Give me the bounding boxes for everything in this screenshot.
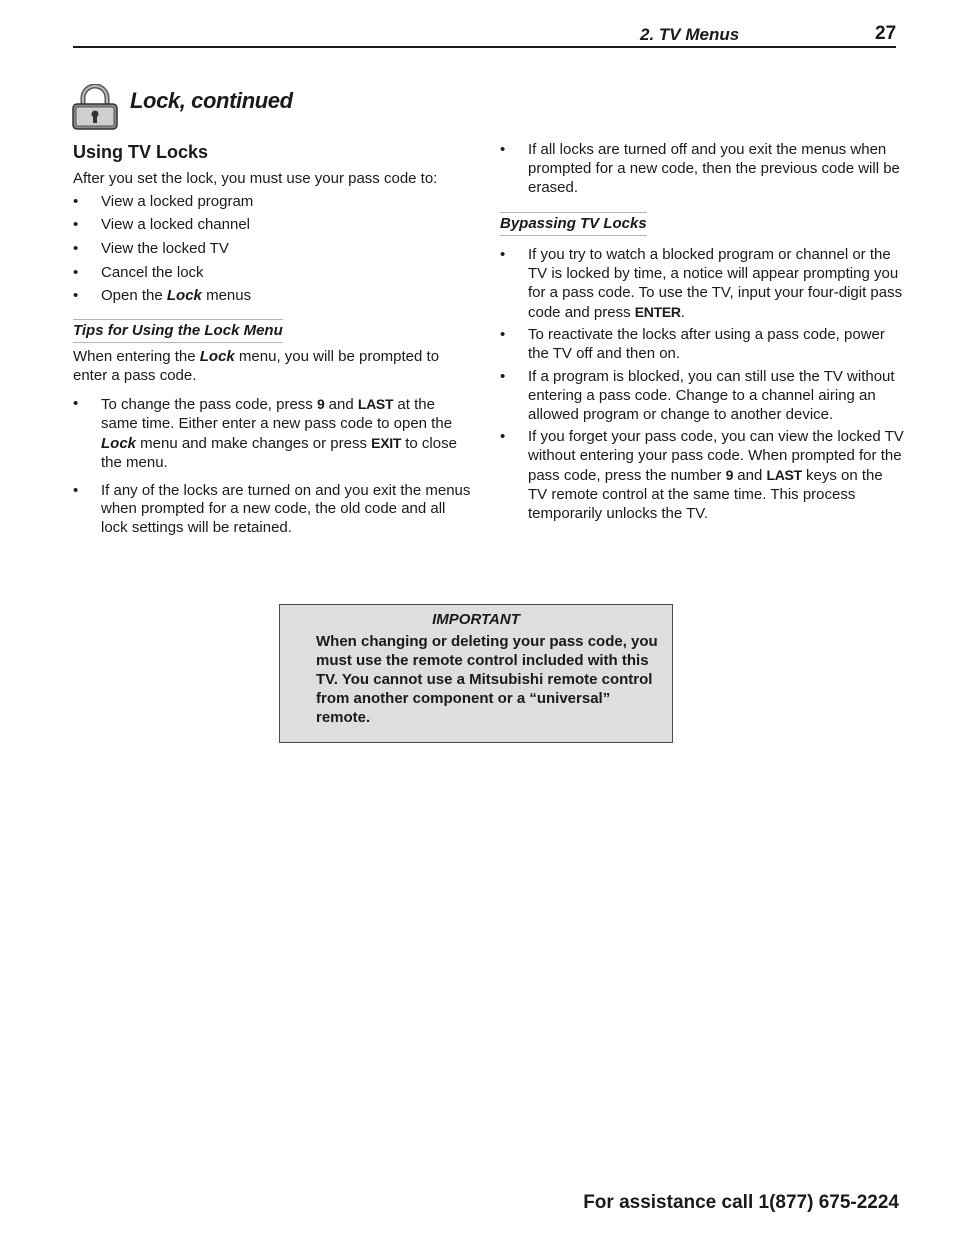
pass-code-uses-list [73,193,473,306]
list-item [500,141,905,197]
left-column [73,141,473,547]
list-item-text: Open the [101,287,167,305]
text: at the same time. Either enter a new pass code to open the [101,396,453,433]
list-item [500,428,905,523]
list-item-text: If any of the locks are turned on and you exit the menus when prompted for a new code, the old code and all lock settings will be retained. [101,481,471,537]
text: . [680,303,685,321]
bullet: • [500,141,506,158]
text: If you try to watch a blocked program or channel or the TV is locked by time, a notice will appear prompting you for a pass code. To use the TV, input your four-digit pass code and press [528,246,903,321]
list-item [500,246,905,322]
header-rule [73,46,896,48]
important-notice [279,604,673,743]
list-item-text: If all locks are turned off and you exit the menus when prompted for a new code, then the previous code will be erased. [528,141,900,196]
bullet: • [73,263,79,281]
tips-intro-text: When entering the [73,347,200,365]
top-list [500,141,905,197]
bullet: • [73,287,79,305]
key-9: 9 [316,396,325,413]
important-title: IMPORTANT [432,611,520,628]
list-item [73,482,473,538]
list-item [500,326,905,364]
right-column [500,141,905,527]
list-item [73,395,473,472]
bullet: • [73,395,79,413]
list-item [73,264,473,283]
tips-intro-text: menu, you will be prompted to enter a pass code. [73,347,440,384]
text: to close the menu. [101,434,457,471]
lock-icon [70,84,120,138]
list-item-text: If a program is blocked, you can still use the TV without entering a pass code. Change to a channel airing an allowed program or change to another device. [528,367,895,423]
list-item-text: menus [201,287,252,305]
key-enter: ENTER [634,303,681,320]
bullet: • [500,326,506,344]
text: If you forget your pass code, you can view the locked TV without entering your pass code. When prompted for the pass code, press the number [528,428,904,484]
key-last: LAST [357,396,394,413]
list-item [73,287,473,306]
text: keys on the TV remote control at the same time. This process temporarily unlocks the TV. [528,466,883,522]
text: and [324,396,358,414]
text: and [733,466,767,484]
bullet: • [73,192,79,210]
bypass-list [500,246,905,523]
list-item [500,368,905,424]
text: To change the pass code, press [101,396,317,414]
tips-heading: Tips for Using the Lock Menu [73,319,283,343]
bullet: • [73,216,79,234]
bypass-heading: Bypassing TV Locks [500,212,647,236]
section-heading: Using TV Locks [73,142,209,162]
intro-text: After you set the lock, you must use your pass code to: [73,170,438,187]
page-number: 27 [875,23,897,44]
list-item-text: View a locked program [101,192,254,210]
bullet: • [500,428,506,446]
lock-menu-term: Lock [199,347,235,365]
assistance-footer: For assistance call 1(877) 675-2224 [583,1192,899,1213]
lock-menu-term: Lock [166,287,202,305]
tips-intro [73,348,473,386]
list-item-text: Cancel the lock [101,263,204,281]
page-title: Lock, continued [130,88,293,113]
bullet: • [73,239,79,257]
key-last: LAST [766,466,802,483]
key-9: 9 [725,466,734,483]
list-item [73,193,473,212]
list-item-text: View a locked channel [101,216,250,234]
list-item-text: View the locked TV [101,239,229,257]
list-item-text: To reactivate the locks after using a pass code, power the TV off and then on. [528,326,885,363]
list-item [73,216,473,235]
lock-menu-term: Lock [101,434,137,452]
list-item [73,240,473,259]
text: menu and make changes or press [136,434,372,452]
bullet: • [500,367,506,385]
bullet: • [73,481,79,499]
bullet: • [500,246,506,264]
tips-list [73,395,473,538]
important-body: When changing or deleting your pass code, you must use the remote control included with this TV. You cannot use a Mitsubishi remote control from another component or a “universal” remote. [316,633,658,726]
key-exit: EXIT [371,434,402,451]
header-section: 2. TV Menus [640,25,740,44]
